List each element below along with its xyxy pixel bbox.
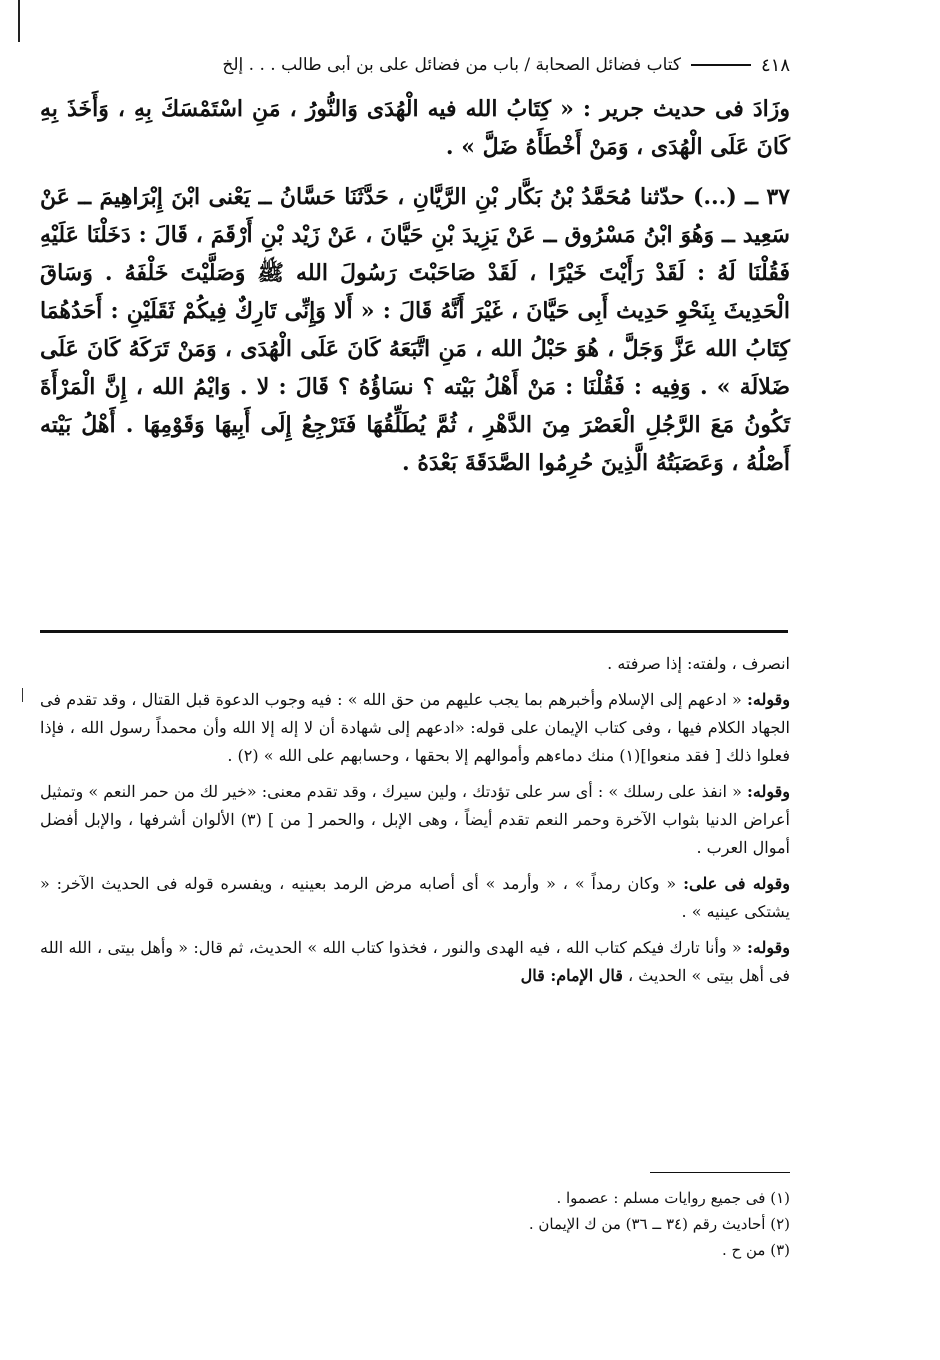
commentary-line-0: انصرف ، ولفته: إذا صرفته . bbox=[607, 654, 790, 673]
commentary-lead: وقوله: bbox=[747, 938, 790, 957]
section-divider bbox=[40, 630, 788, 633]
margin-line bbox=[18, 0, 20, 42]
commentary-imam-lead: قال الإمام: قال bbox=[520, 966, 623, 985]
commentary-body: « وأنا تارك فيكم كتاب الله ، فيه الهدى والنور ، فخذوا كتاب الله » الحديث، ثم قال: « وأهل بيتى ، الله الله فى أهل بيتى » الحديث ، bbox=[40, 938, 790, 985]
commentary-paragraph-4 bbox=[40, 934, 790, 990]
margin-tick bbox=[22, 688, 23, 702]
page-number: ٤١٨ bbox=[760, 54, 790, 76]
commentary-body: « وكان رمداً » ، « وأرمد » أى أصابه مرض الرمد بعينيه ، ويفسره قوله فى الحديث الآخر: « يشتكى عينيه » . bbox=[40, 874, 790, 921]
commentary-paragraph-1 bbox=[40, 686, 790, 770]
header-dash bbox=[691, 64, 751, 66]
footnote-divider bbox=[650, 1172, 790, 1173]
commentary-body: « انفذ على رسلك » : أى سر على تؤدتك ، ولين سيرك ، وقد تقدم معنى: «خير لك من حمر النعم » وتمثيل أعراض الدنيا بثواب الآخرة وحمر النعم تقدم أيضاً ، وهى الإبل ، والحمر [ من ] (٣) الألوان أشرفها ، والإبل أفضل أموال العرب . bbox=[40, 782, 790, 857]
commentary-lead: وقوله فى على: bbox=[683, 874, 790, 893]
footnotes bbox=[300, 1185, 790, 1263]
commentary-paragraph-3 bbox=[40, 870, 790, 926]
commentary bbox=[40, 650, 790, 998]
commentary-paragraph-2 bbox=[40, 778, 790, 862]
commentary-body: « ادعهم إلى الإسلام وأخبرهم بما يجب عليهم من حق الله » : فيه وجوب الدعوة قبل القتال ، وقد تقدم فى الجهاد الكلام فيها ، وفى كتاب الإيمان على قوله: «ادعهم إلى شهادة أن لا إله إلا الله وأن محمداً رسول الله ، فإذا فعلوا ذلك [ فقد منعوا](١) منك دماءهم وأموالهم إلا بحقها ، وحسابهم على الله » (٢) . bbox=[40, 690, 790, 765]
footnote-1: (١) فى جميع روايات مسلم : عصموا . bbox=[556, 1189, 790, 1207]
running-title: كتاب فضائل الصحابة / باب من فضائل على بن أبى طالب . . . إلخ bbox=[222, 55, 681, 75]
hadith-paragraph-1: وزَادَ فى حديث جرير : « كِتَابُ الله فيه الْهُدَى وَالنُّورُ ، مَنِ اسْتَمْسَكَ بِهِ ، وَأَخَذَ بِهِ كَانَ عَلَى الْهُدَى ، وَمَنْ أَخْطَأَهُ ضَلَّ » . bbox=[40, 96, 790, 160]
commentary-lead: وقوله: bbox=[747, 690, 791, 709]
running-header bbox=[28, 50, 790, 80]
footnote-3: (٣) من ح . bbox=[722, 1241, 790, 1259]
hadith-text bbox=[40, 90, 790, 494]
footnote-2: (٢) أحاديث رقم (٣٤ ــ ٣٦) من ك الإيمان . bbox=[528, 1215, 790, 1233]
commentary-lead: وقوله: bbox=[747, 782, 790, 801]
hadith-paragraph-2: ٣٧ ــ (...) حدّثنا مُحَمَّدُ بْنُ بَكَّار بْنِ الرَّيَّانِ ، حَدَّثَنَا حَسَّانُ ــ يَعْنى ابْنَ إِبْرَاهِيمَ ــ عَنْ سَعِيد ــ وَهُوَ ابْنُ مَسْرُوق ــ عَنْ يَزِيدَ بْنِ حَيَّانَ ، عَنْ زَيْد بْنِ أَرْقَمَ ، قَالَ : دَخَلْنَا عَلَيْهِ فَقُلْنَا لَهُ : لَقَدْ رَأَيْتَ خَيْرًا ، لَقَدْ صَاحَبْتَ رَسُولَ الله ﷺ وَصَلَّيْتَ خَلْفَهُ . وَسَاقَ الْحَدِيثَ بِنَحْوِ حَدِيث أَبِى حَيَّانَ ، غَيْرَ أَنَّهُ قَالَ : « أَلا وَإِنِّى تَارِكٌ فِيكُمْ ثَقَلَيْنِ : أَحَدُهُمَا كِتَابُ الله عَزَّ وَجَلَّ ، هُوَ حَبْلُ الله ، مَنِ اتَّبَعَهُ كَانَ عَلَى الْهُدَى ، وَمَنْ تَرَكَهُ كَانَ عَلَى ضَلالَة » . وَفِيه : فَقُلْنَا : مَنْ أَهْلُ بَيْته ؟ نسَاؤُهُ ؟ قَالَ : لا . وَايْمُ الله ، إِنَّ الْمَرْأَةَ تَكُونُ مَعَ الرَّجُلِ الْعَصْرَ مِنَ الدَّهْرِ ، ثُمَّ يُطَلِّقُهَا فَتَرْجِعُ إِلَى أَبِيهَا وَقَوْمِهَا . أَهْلُ بَيْته أَصْلُهُ ، وَعَصَبَتُهُ الَّذِينَ حُرِمُوا الصَّدَقَةَ بَعْدَهُ . bbox=[40, 184, 790, 476]
